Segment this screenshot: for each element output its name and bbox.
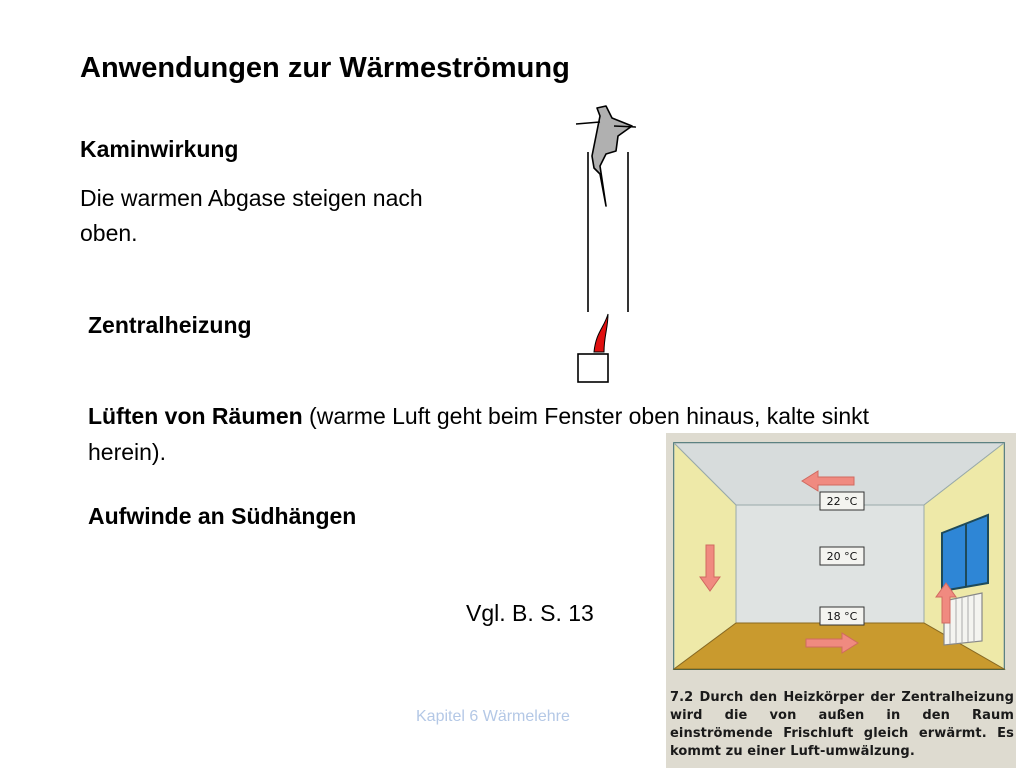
kaminwirkung-text: Die warmen Abgase steigen nach oben. xyxy=(80,185,423,246)
footer-chapter: Kapitel 6 Wärmelehre xyxy=(416,708,570,725)
smoke-icon xyxy=(592,106,632,206)
temp-label-middle: 20 °C xyxy=(826,550,858,563)
zentralheizung-heading: Zentralheizung xyxy=(88,312,252,338)
figure-caption: 7.2 Durch den Heizkörper der Zentralheizung wird die von außen in den Raum einströmende Frischluft gleich erwärmt. Es kommt zu einer Luft-umwälzung. xyxy=(670,690,1014,759)
kaminwirkung-heading: Kaminwirkung xyxy=(80,136,239,162)
firebox-icon xyxy=(578,354,608,382)
temp-label-bottom: 18 °C xyxy=(826,610,858,623)
aufwinde-heading: Aufwinde an Südhängen xyxy=(88,503,357,529)
central-heating-figure xyxy=(666,433,1016,768)
room-illustration xyxy=(666,433,1016,683)
chimney-illustration xyxy=(570,96,650,388)
lueften-heading: Lüften von Räumen xyxy=(88,403,303,429)
temp-label-top: 22 °C xyxy=(826,495,858,508)
smoke-streak-left xyxy=(576,122,600,124)
flame-icon xyxy=(594,314,608,352)
reference-text: Vgl. B. S. 13 xyxy=(466,600,594,626)
slide-title: Anwendungen zur Wärmeströmung xyxy=(80,52,570,84)
smoke-streak-right xyxy=(614,126,636,127)
lueften-text: (warme Luft geht beim Fenster oben hinaus, kalte sinkt herein). xyxy=(88,403,870,465)
